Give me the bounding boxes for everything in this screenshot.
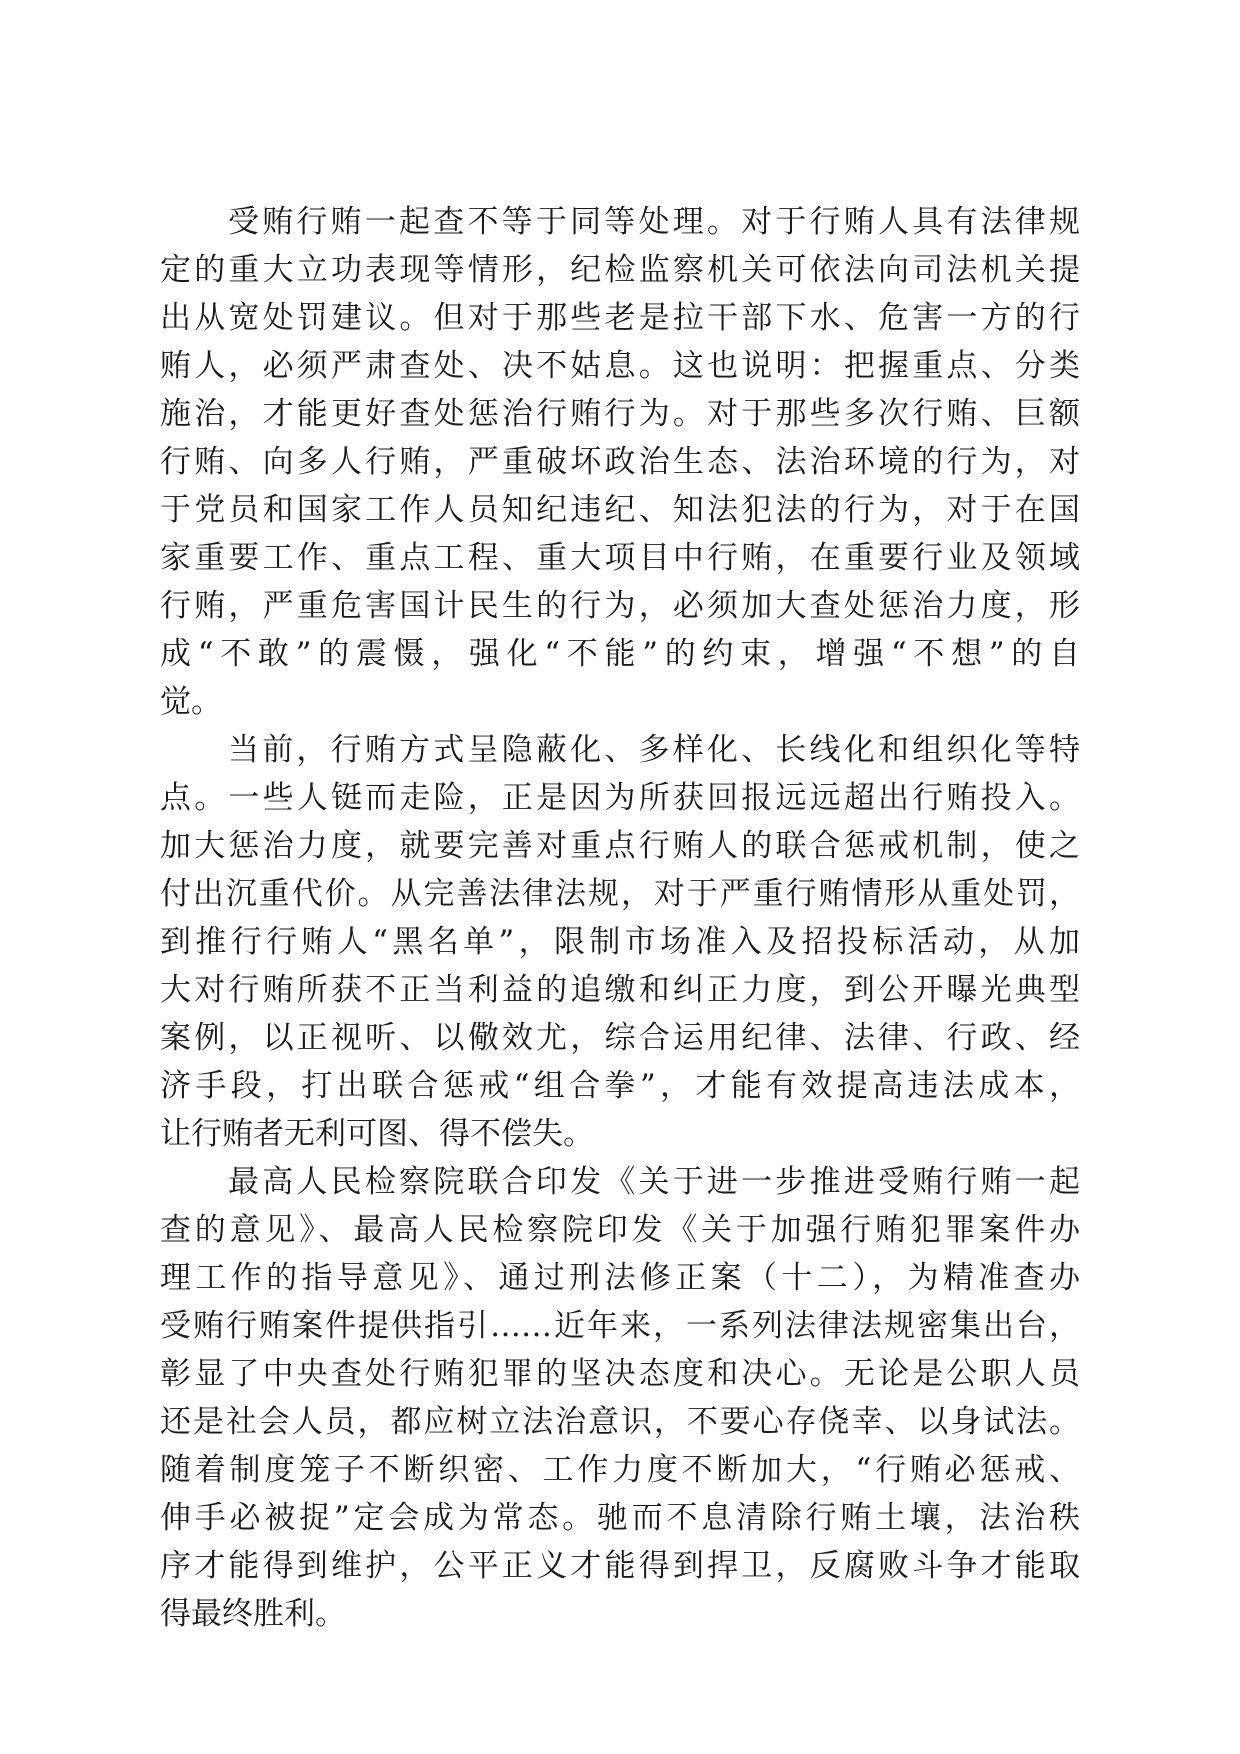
text-line: 大对行贿所获不正当利益的追缴和纠正力度，到公开曝光典型	[160, 972, 1080, 1008]
text-line: 当前，行贿方式呈隐蔽化、多样化、长线化和组织化等特	[228, 732, 1080, 768]
text-line: 付出沉重代价。从完善法律法规，对于严重行贿情形从重处罚，	[160, 876, 1080, 912]
paragraph-3	[160, 1158, 1080, 1638]
text-line: 到推行行贿人“黑名单”，限制市场准入及招投标活动，从加	[160, 924, 1080, 960]
text-line: 加大惩治力度，就要完善对重点行贿人的联合惩戒机制，使之	[160, 828, 1080, 864]
text-line: 贿人，必须严肃查处、决不姑息。这也说明：把握重点、分类	[160, 348, 1080, 384]
text-line: 随着制度笼子不断织密、工作力度不断加大，“行贿必惩戒、	[160, 1452, 1080, 1488]
text-line: 家重要工作、重点工程、重大项目中行贿，在重要行业及领域	[160, 540, 1080, 576]
text-line: 定的重大立功表现等情形，纪检监察机关可依法向司法机关提	[160, 252, 1080, 288]
text-line: 案例，以正视听、以儆效尤，综合运用纪律、法律、行政、经	[160, 1020, 1080, 1056]
text-line: 序才能得到维护，公平正义才能得到捍卫，反腐败斗争才能取	[160, 1548, 1080, 1584]
text-line: 济手段，打出联合惩戒“组合拳”，才能有效提高违法成本，	[160, 1068, 1080, 1104]
text-line: 理工作的指导意见》、通过刑法修正案（十二），为精准查办	[160, 1260, 1080, 1296]
text-line: 出从宽处罚建议。但对于那些老是拉干部下水、危害一方的行	[160, 300, 1080, 336]
text-line: 于党员和国家工作人员知纪违纪、知法犯法的行为，对于在国	[160, 492, 1080, 528]
text-line: 查的意见》、最高人民检察院印发《关于加强行贿犯罪案件办	[160, 1212, 1080, 1248]
text-line: 彰显了中央查处行贿犯罪的坚决态度和决心。无论是公职人员	[160, 1356, 1080, 1392]
text-line: 行贿，严重危害国计民生的行为，必须加大查处惩治力度，形	[160, 588, 1080, 624]
paragraph-2	[160, 726, 1080, 1158]
text-line: 最高人民检察院联合印发《关于进一步推进受贿行贿一起	[228, 1164, 1080, 1200]
body-text	[160, 198, 1080, 1638]
paragraph-1	[160, 198, 1080, 726]
text-line: 成“不敢”的震慑，强化“不能”的约束，增强“不想”的自	[160, 636, 1080, 672]
text-line: 受贿行贿案件提供指引……近年来，一系列法律法规密集出台，	[160, 1308, 1080, 1344]
text-line: 伸手必被捉”定会成为常态。驰而不息清除行贿土壤，法治秩	[160, 1500, 1080, 1536]
text-line: 受贿行贿一起查不等于同等处理。对于行贿人具有法律规	[228, 204, 1080, 240]
text-line: 还是社会人员，都应树立法治意识，不要心存侥幸、以身试法。	[160, 1404, 1080, 1440]
text-line: 得最终胜利。	[160, 1596, 346, 1632]
text-line: 施治，才能更好查处惩治行贿行为。对于那些多次行贿、巨额	[160, 396, 1080, 432]
text-line: 让行贿者无利可图、得不偿失。	[160, 1116, 594, 1152]
text-line: 点。一些人铤而走险，正是因为所获回报远远超出行贿投入。	[160, 780, 1080, 816]
text-line: 觉。	[160, 684, 222, 720]
text-line: 行贿、向多人行贿，严重破坏政治生态、法治环境的行为，对	[160, 444, 1080, 480]
